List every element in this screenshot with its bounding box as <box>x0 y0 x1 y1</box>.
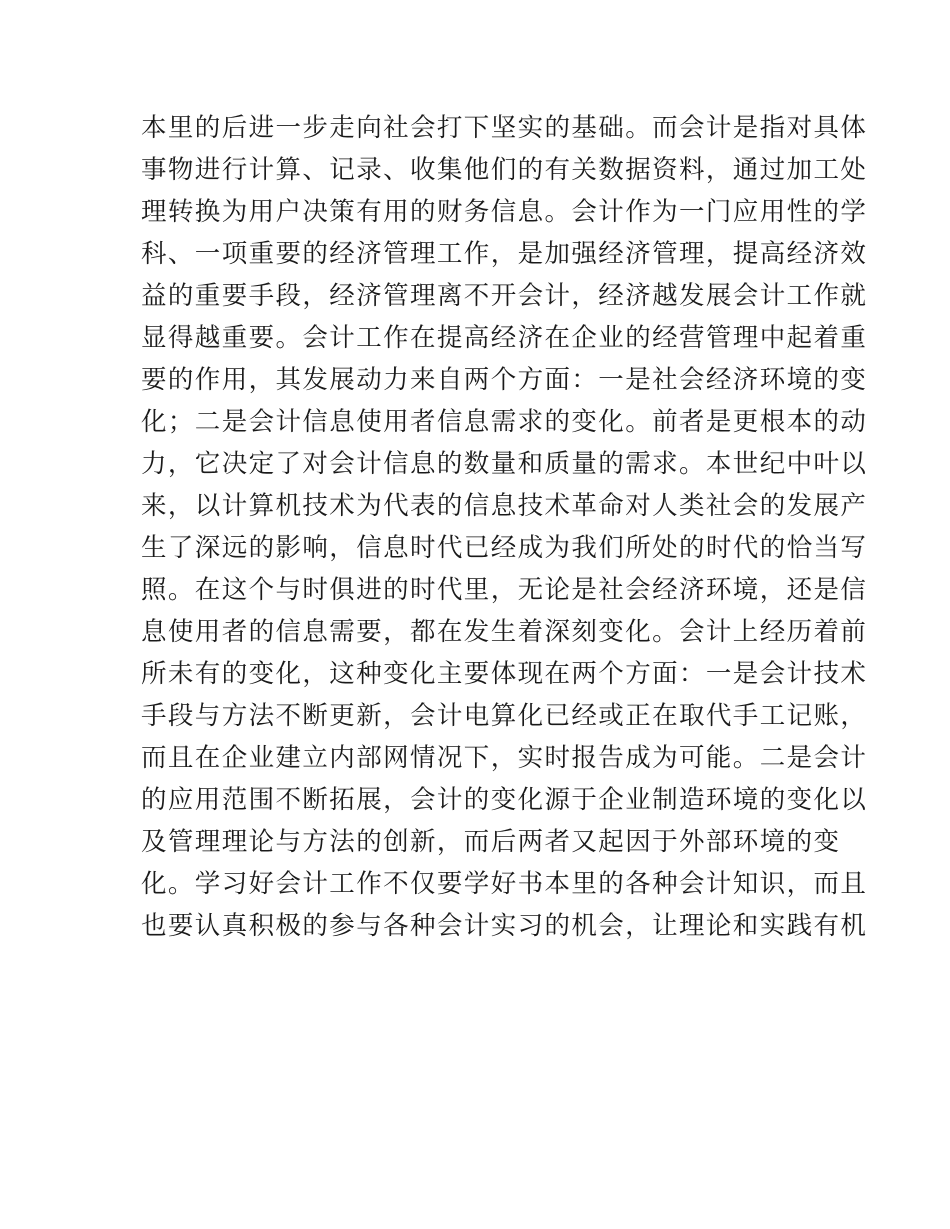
body-paragraph <box>141 107 868 947</box>
text-line: 科、一项重要的经济管理工作，是加强经济管理，提高经济效 <box>141 239 868 269</box>
text-line: 化。学习好会计工作不仅要学好书本里的各种会计知识，而且 <box>141 869 868 899</box>
text-line: 所未有的变化，这种变化主要体现在两个方面：一是会计技术 <box>141 659 868 689</box>
text-line: 本里的后进一步走向社会打下坚实的基础。而会计是指对具体 <box>141 113 868 143</box>
text-line: 也要认真积极的参与各种会计实习的机会，让理论和实践有机 <box>141 911 868 941</box>
text-line: 来，以计算机技术为代表的信息技术革命对人类社会的发展产 <box>141 491 868 521</box>
text-line: 理转换为用户决策有用的财务信息。会计作为一门应用性的学 <box>141 197 868 227</box>
text-line: 显得越重要。会计工作在提高经济在企业的经营管理中起着重 <box>141 323 868 353</box>
text-line: 力，它决定了对会计信息的数量和质量的需求。本世纪中叶以 <box>141 449 868 479</box>
text-line: 化；二是会计信息使用者信息需求的变化。前者是更根本的动 <box>141 407 868 437</box>
text-line: 手段与方法不断更新，会计电算化已经或正在取代手工记账， <box>141 701 868 731</box>
text-line: 要的作用，其发展动力来自两个方面：一是社会经济环境的变 <box>141 365 868 395</box>
text-line: 益的重要手段，经济管理离不开会计，经济越发展会计工作就 <box>141 281 868 311</box>
text-line: 的应用范围不断拓展，会计的变化源于企业制造环境的变化以 <box>141 785 868 815</box>
text-line: 事物进行计算、记录、收集他们的有关数据资料，通过加工处 <box>141 155 868 185</box>
text-line: 照。在这个与时俱进的时代里，无论是社会经济环境，还是信 <box>141 575 868 605</box>
text-line: 而且在企业建立内部网情况下，实时报告成为可能。二是会计 <box>141 743 868 773</box>
text-line: 生了深远的影响，信息时代已经成为我们所处的时代的恰当写 <box>141 533 868 563</box>
text-line: 息使用者的信息需要，都在发生着深刻变化。会计上经历着前 <box>141 617 868 647</box>
text-line: 及管理理论与方法的创新，而后两者又起因于外部环境的变 <box>141 827 841 857</box>
